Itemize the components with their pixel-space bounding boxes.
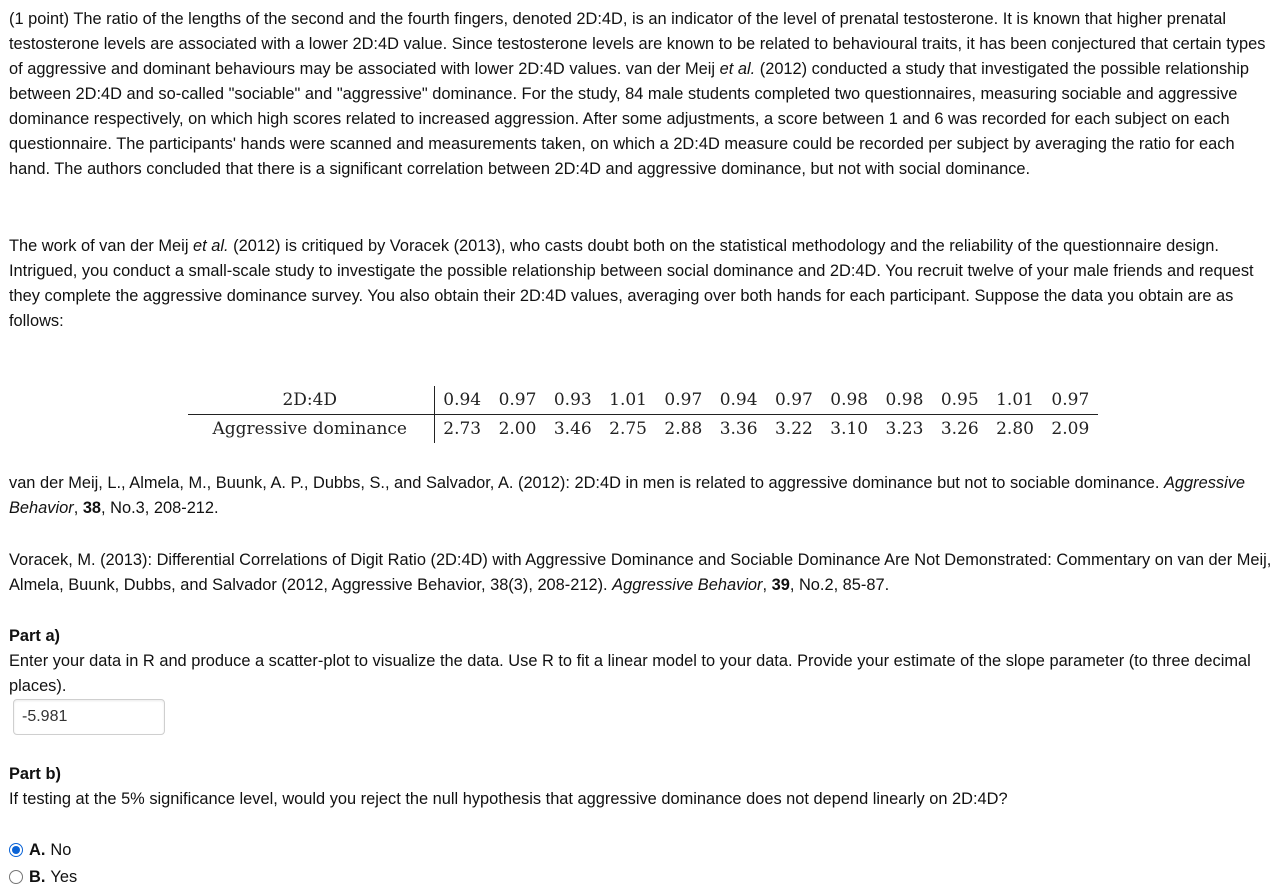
ref2-sep: ,: [762, 576, 772, 594]
part-a-question: Enter your data in R and produce a scatter-plot to visualize the data. Use R to fit a linear model to your data. Provide your estimate of the slope parameter (to three decimal places).: [9, 652, 1251, 695]
dominance-cell: 2.80: [996, 419, 1034, 439]
et-al-text: et al.: [719, 60, 756, 78]
intro-text-rest: (2012) conducted a study that investigated the possible relationship between 2D:4D and so-called "sociable" and "aggressive" dominance. For the study, 84 male students completed two questionnaires, measuring sociable and aggressive dominance respectively, on which high scores related to increased aggression. After some adjustments, a score between 1 and 6 was recorded for each subject on each questionnaire. The participants' hands were scanned and measurements taken, on which a 2D:4D measure could be recorded per subject by averaging the ratio for each hand. The authors concluded that there is a significant correlation between 2D:4D and aggressive dominance, but not with social dominance.: [9, 60, 1250, 178]
et-al-text: et al.: [193, 237, 229, 255]
ref1-text: van der Meij, L., Almela, M., Buunk, A. P., Dubbs, S., and Salvador, A. (2012): 2D:4D in men is related to aggressive dominance but not to sociable dominance.: [9, 474, 1164, 492]
row-label-2d4d: 2D:4D: [188, 386, 434, 415]
ratio-cell: 1.01: [600, 386, 655, 415]
intro2-text-rest: (2012) is critiqued by Voracek (2013), who casts doubt both on the statistical methodology and the reliability of the questionnaire design. Intrigued, you conduct a small-scale study to investigate the possible relationship between social dominance and 2D:4D. You recruit twelve of your male friends and request they complete the aggressive dominance survey. You also obtain their 2D:4D values, averaging over both hands for each participant. Suppose the data you obtain are as follows:: [9, 237, 1254, 330]
part-b-question: If testing at the 5% significance level, would you reject the null hypothesis that aggressive dominance does not depend linearly on 2D:4D?: [9, 790, 1008, 808]
ref2-tail: , No.2, 85-87.: [789, 576, 890, 594]
option-a[interactable]: [9, 839, 71, 861]
intro-paragraph-1: [9, 7, 1277, 182]
dominance-cell: 2.75: [609, 419, 647, 439]
ratio-cell: 0.94: [434, 386, 490, 415]
ref2-volume: 39: [771, 576, 790, 594]
option-b-letter: B.: [29, 867, 46, 886]
dominance-cell: 2.00: [498, 419, 537, 439]
table-row-aggressive: [188, 415, 1098, 444]
dominance-cell: 2.73: [443, 419, 482, 439]
ratio-cell: 0.97: [766, 386, 821, 415]
dominance-cell: 3.22: [774, 419, 813, 439]
ratio-cell: 0.98: [822, 386, 877, 415]
dominance-cell: 3.26: [940, 419, 979, 439]
data-table: [188, 386, 1098, 443]
option-a-letter: A.: [29, 840, 46, 859]
part-a-heading: Part a): [9, 627, 61, 645]
ref1-journal: Aggressive Behavior: [9, 474, 1246, 517]
row-label-aggressive: Aggressive dominance: [188, 415, 434, 444]
ratio-cell: 0.97: [490, 386, 545, 415]
ref1-sep: ,: [73, 499, 83, 517]
ref2-journal: Aggressive Behavior: [612, 576, 763, 594]
ratio-cell: 0.97: [656, 386, 711, 415]
reference-1: [9, 471, 1277, 521]
reference-2: [9, 548, 1277, 598]
ref1-volume: 38: [82, 499, 102, 517]
ratio-cell: 0.98: [877, 386, 932, 415]
part-b-heading: Part b): [9, 765, 61, 783]
dominance-cell: 2.88: [664, 419, 703, 439]
ref1-tail: , No.3, 208-212.: [101, 499, 219, 517]
table-row-2d4d: [188, 386, 1098, 415]
option-b[interactable]: [9, 866, 77, 888]
intro2-text: The work of van der Meij: [9, 237, 194, 255]
ratio-cell: 0.95: [932, 386, 987, 415]
dominance-cell: 3.46: [553, 419, 592, 439]
intro-paragraph-2: [9, 234, 1277, 334]
dominance-cell: 3.23: [885, 419, 924, 439]
ratio-cell: 0.93: [545, 386, 600, 415]
slope-answer-input[interactable]: [13, 699, 165, 735]
intro-text: (1 point) The ratio of the lengths of the second and the fourth fingers, denoted 2D:4D, is an indicator of the level of prenatal testosterone. It is known that higher prenatal testosterone levels are associated with a lower 2D:4D value. Since testosterone levels are known to be related to behavioural traits, it has been conjectured that certain types of aggressive and dominant behaviours may be associated with lower 2D:4D values. van der Meij: [9, 10, 1266, 78]
radio-option-b[interactable]: [9, 870, 23, 884]
option-a-label: No: [50, 840, 72, 859]
radio-option-a[interactable]: [9, 843, 23, 857]
ratio-cell: 0.97: [1043, 386, 1098, 415]
option-b-label: Yes: [50, 867, 78, 886]
ref2-text: Voracek, M. (2013): Differential Correlations of Digit Ratio (2D:4D) with Aggressive Dominance and Sociable Dominance Are Not Demonstrated: Commentary on van der Meij, Almela, Buunk, Dubbs, and Salvador (2012, Aggressive Behavior, 38(3), 208-212).: [9, 551, 1272, 594]
ratio-cell: 1.01: [987, 386, 1042, 415]
ratio-cell: 0.94: [711, 386, 766, 415]
dominance-cell: 2.09: [1051, 419, 1090, 439]
dominance-cell: 3.10: [830, 419, 869, 439]
dominance-cell: 3.36: [719, 419, 758, 439]
